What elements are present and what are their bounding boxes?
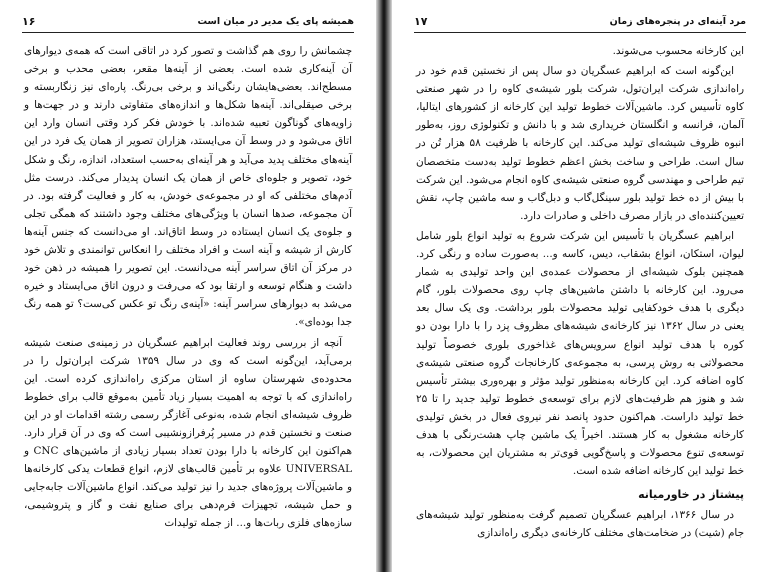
left-page bbox=[0, 0, 376, 572]
right-page-header bbox=[414, 14, 746, 33]
right-paragraph-1: این کارخانه محسوب می‌شوند. bbox=[612, 45, 744, 57]
left-page-number: ۱۶ bbox=[22, 15, 36, 28]
right-page-body bbox=[416, 42, 744, 566]
section-paragraph: در سال ۱۳۶۶، ابراهیم عسگریان تصمیم گرفت به‌منظور تولید شیشه‌های جام (شیت) در ضخامت‌های مختلف کارخانه‌ی دیگری راه‌اندازی bbox=[416, 509, 744, 540]
right-paragraph-3: ابراهیم عسگریان با تأسیس این شرکت شروع به تولید انواع بلور شامل لیوان، استکان، انواع بشقاب، دیس، کاسه و... به‌صورت ساده و رنگی کرد. همچنین بلوک شیشه‌ای از محصولات عمده‌ی این واحد تولیدی به شمار می‌رود. این کارخانه با داشتن ماشین‌های چاپ روی محصولات بلور، گام دیگری با هدف خودکفایی تولید محصولات بلور برداشت. وی یک سال بعد یعنی در سال ۱۳۶۲ نیز کارخانه‌ی شیشه‌های مظروف پزد را با دارا بودن دو کوره با هدف تولید انواع سرویس‌های غذاخوری بلوری خصوصاً تولید محصولاتی به روش پرسی، به مجموعه‌ی کارخانجات گروه صنعتی شیشه‌ی کاوه اضافه کرد. این کارخانه به‌منظور تولید مؤثر و بهره‌وری بیشتر تأسیس شد و هنوز هم ظرفیت‌های لازم برای توسعه‌ی خطوط تولید جدید را تا ۲۵ خط تولید داراست. هم‌اکنون حدود پانصد نفر نیروی فعال در بخش تولیدی کارخانه مشغول به کار هستند. اخیراً یک ماشین چاپ هشت‌رنگی با هدف توسعه‌ی تنوع محصولات و پاسخ‌گویی قوی‌تر به مشتریان این محصولات، به خط تولید این کارخانه اضافه شده است. bbox=[416, 229, 744, 478]
left-paragraph-1: چشمانش را روی هم گذاشت و تصور کرد در اتاقی است که همه‌ی دیوارهای آن آینه‌کاری شده است. بعضی از آینه‌ها مقعر، بعضی محدب و برخی مسطح‌اند. بعضی‌هایشان رنگی‌اند و برخی بی‌رنگ. پاره‌ای نیز زنگاربسته و برخی صیقلی‌اند. آینه‌ها شکل‌ها و اندازه‌های متفاوتی دارند و در جهت‌ها و زاویه‌های گوناگون تعبیه شده‌اند. با خودش فکر کرد وقتی انسان وارد این اتاق می‌شود و در وسط آن می‌ایستد، هزاران تصویر از همان یک فرد در این آینه‌های مختلف پدید می‌آید و هر آینه‌ای به‌حسب استعداد، اندازه، رنگ و شکل خود، تصویر و جلوه‌ای خاص از همان یک انسان پدیدار می‌کند. درست مثل آدم‌های مختلفی که او در مجموعه‌ی خودش، به کار و فعالیت گرفته بود. در آن مجموعه، صدها انسان با ویژگی‌های مختلف وجود داشتند که همگی تجلی و جلوه‌ی یک انسان ایستاده در وسط اتاق‌اند. او می‌دانست که جنس آینه‌ها کارش از شیشه و آینه است و افراد مختلف را انعکاس توانمندی و تلاش خود در مرکز آن اتاق سراسر آینه می‌دانست. این تصویر را همیشه در ذهن خود داشت و هنگام توسعه و ارتقا بود که می‌رفت و درون اتاق می‌ایستاد و خیره می‌شد به دیوارهای سراسر آینه: «آینه‌ی رنگ تو عکس کی‌ست؟ تو همه رنگ جدا بوده‌ای». bbox=[24, 45, 352, 329]
right-paragraph-2: این‌گونه است که ابراهیم عسگریان دو سال پس از نخستین قدم خود در راه‌اندازی شرکت ایران‌تول، شرکت بلور شیشه‌ی کاوه را در شهر صنعتی کاوه تأسیس کرد. ماشین‌آلات خطوط تولید این کارخانه از کشورهای ایتالیا، آلمان، فرانسه و انگلستان خریداری شد و با دانش و تکنولوژی روز، به‌طور انبوه ظروف شیشه‌ای تولید می‌کند. این کارخانه با ظرفیت ۵۸ هزار تُن در سال است. طراحی و ساخت بخش اعظم خطوط تولید به‌دست متخصصان تیم طراحی و مهندسی گروه صنعتی شیشه‌ی کاوه انجام می‌شود. این شرکت با بیش از ده خط تولید بلور سینگل‌گاب و دبل‌گاب و سه ماشین چاپ، نقش تعیین‌کننده‌ای در بازار مصرف داخلی و صادرات دارد. bbox=[416, 65, 744, 222]
right-page bbox=[392, 0, 768, 572]
right-page-number: ۱۷ bbox=[414, 15, 428, 28]
right-running-title: مرد آینه‌ای در پنجره‌های زمان bbox=[609, 16, 746, 27]
left-paragraph-2: آنچه از بررسی روند فعالیت ابراهیم عسگریان در زمینه‌ی صنعت شیشه برمی‌آید، این‌گونه است که وی در سال ۱۳۵۹ شرکت ایران‌تول را در محدوده‌ی شهرستان ساوه از استان مرکزی راه‌اندازی کرده است. این راه‌اندازی که با توجه به اهمیت بسیار زیاد تأمین به‌موقع قالب برای خطوط ظروف شیشه‌ای انجام شده، به‌نوعی آغازگر رسمی رشته اقدامات او در این صنعت و نخستین قدم در مسیر پُرفرازونشیبی است که وی در آن قرار دارد. هم‌اکنون این کارخانه با دارا بودن تعداد بسیار زیادی از ماشین‌های CNC و UNIVERSAL علاوه بر تأمین قالب‌های لازم، انواع قطعات یدکی کارخانه‌ها و ماشین‌آلات پروژه‌های جدید را نیز تولید می‌کند. انواع ماشین‌آلات جابه‌جایی و حمل شیشه، تجهیزات فرم‌دهی برای صنایع نفت و گاز و پتروشیمی، سازه‌های فلزی ربات‌ها و... از جمله تولیدات bbox=[24, 336, 352, 530]
left-running-title: همیشه پای یک مدیر در میان است bbox=[197, 16, 354, 27]
left-page-header bbox=[22, 14, 354, 33]
book-gutter bbox=[376, 0, 392, 572]
left-page-body bbox=[24, 42, 352, 566]
section-heading: پیشتاز در خاورمیانه bbox=[638, 488, 744, 502]
